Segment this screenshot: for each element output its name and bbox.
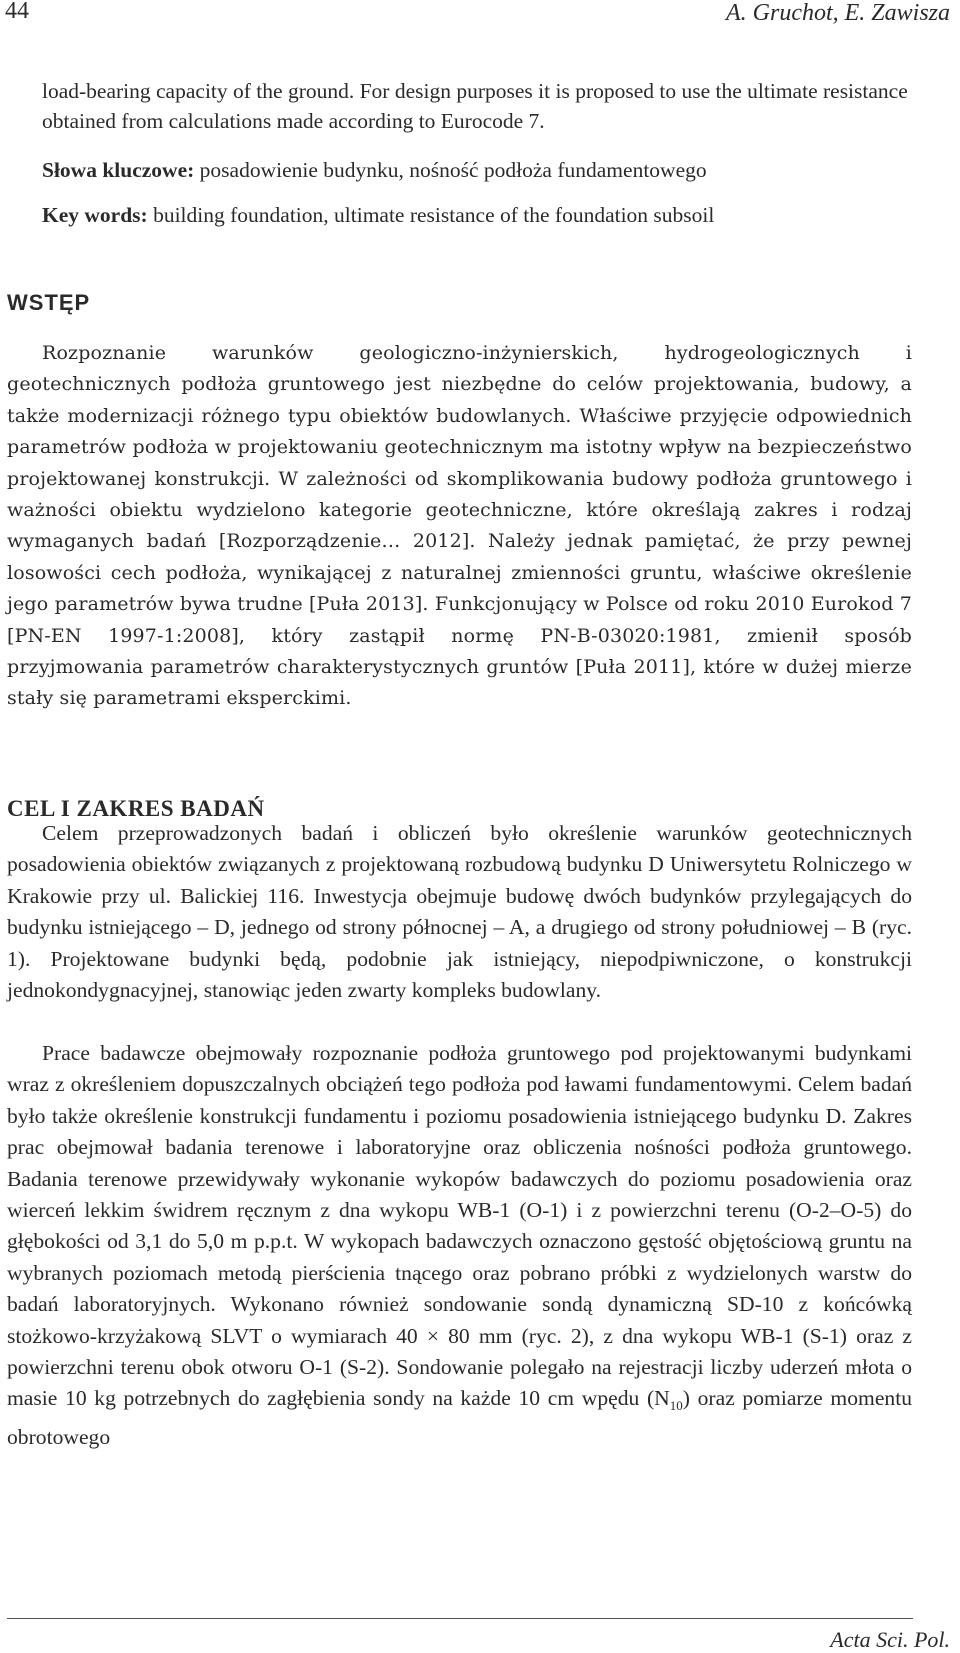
- introduction-paragraph: Rozpoznanie warunków geologiczno-inżynierskich, hydrogeologicznych i geotechnicznych podłoża gruntowego jest niezbędne do celów projektowania, budowy, a także modernizacji różnego typu obiektów budowlanych. Właściwe przyjęcie odpowiednich parametrów podłoża w projektowaniu geotechnicznym ma istotny wpływ na bezpieczeństwo projektowanej konstrukcji. W zależności od skomplikowania budowy podłoża gruntowego i ważności obiektu wydzielono kategorie geotechniczne, które określają zakres i rodzaj wymaganych badań [Rozporządzenie… 2012]. Należy jednak pamiętać, że przy pewnej losowości cech podłoża, wynikającej z naturalnej zmienności gruntu, właściwe określenie jego parametrów bywa trudne [Puła 2013]. Funkcjonujący w Polsce od roku 2010 Eurokod 7 [PN-EN 1997-1:2008], który zastąpił normę PN-B-03020:1981, zmienił sposób przyjmowania parametrów charakterystycznych gruntów [Puła 2011], które w dużej mierze stały się parametrami eksperckimi.: [7, 342, 912, 710]
- scope-paragraph-2-text: Prace badawcze obejmowały rozpoznanie podłoża gruntowego pod projektowanymi budynkami wraz z określeniem dopuszczalnych obciążeń tego podłoża pod ławami fundamentowymi. Celem badań było także określenie konstrukcji fundamentu i poziomu posadowienia istniejącego budynku D. Zakres prac obejmował badania terenowe i laboratoryjne oraz obliczenia nośności podłoża gruntowego. Badania terenowe przewidywały wykonanie wykopów badawczych do poziomu posadowienia oraz wierceń lekkim świdrem ręcznym z dna wykopu WB-1 (O-1) i z powierzchni terenu (O-2–O-5) do głębokości od 3,1 do 5,0 m p.p.t. W wykopach badawczych oznaczono gęstość objętościową gruntu na wybranych poziomach metodą pierścienia tnącego oraz pobrano próbki z wydzielonych warstw do badań laboratoryjnych. Wykonano również sondowanie sondą dynamiczną SD-10 z końcówką stożkowo-krzyżakową SLVT o wymiarach 40 × 80 mm (ryc. 2), z dna wykopu WB-1 (S-1) oraz z powierzchni terenu obok otworu O-1 (S-2). Sondowanie polegało na rejestracji liczby uderzeń młota o masie 10 kg potrzebnych do zagłębienia sondy na każde 10 cm wpędu (N: [7, 1041, 912, 1411]
- scope-paragraph-2: [7, 1038, 912, 1453]
- scope-paragraph-1: Celem przeprowadzonych badań i obliczeń było określenie warunków geotechnicznych posadowienia obiektów związanych z projektowaną rozbudową budynku D Uniwersytetu Rolniczego w Krakowie przy ul. Balickiej 116. Inwestycja obejmuje budowę dwóch budynków przylegających do budynku istniejącego – D, jednego od strony północnej – A, a drugiego od strony południowej – B (ryc. 1). Projektowane budynki będą, podobnie jak istniejący, niepodpiwniczone, o konstrukcji jednokondygnacyjnej, stanowiąc jeden zwarty kompleks budowlany.: [7, 821, 912, 1003]
- keywords-english-label: Key words:: [42, 203, 148, 227]
- running-head-authors: A. Gruchot, E. Zawisza: [725, 0, 950, 26]
- keywords-english: [42, 200, 714, 230]
- footer-journal-name: Acta Sci. Pol.: [830, 1627, 950, 1652]
- section-heading-scope: CEL I ZAKRES BADAŃ: [7, 796, 265, 821]
- scope-paragraph-2-tail: ) oraz pomiarze momentu obrotowego: [7, 1386, 912, 1449]
- keywords-english-text: building foundation, ultimate resistance of the foundation subsoil: [147, 203, 715, 227]
- page-number: 44: [5, 0, 29, 24]
- subscript-10: 10: [669, 1398, 683, 1414]
- keywords-polish: [42, 155, 707, 185]
- keywords-polish-label: Słowa kluczowe:: [42, 158, 195, 182]
- abstract-end-text: load-bearing capacity of the ground. For design purposes it is proposed to use the ultimate resistance obtained from calculations made according to Eurocode 7.: [42, 79, 908, 133]
- footer-divider: [7, 1618, 913, 1619]
- keywords-polish-text: posadowienie budynku, nośność podłoża fundamentowego: [194, 158, 707, 182]
- section-heading-introduction: WSTĘP: [7, 290, 91, 315]
